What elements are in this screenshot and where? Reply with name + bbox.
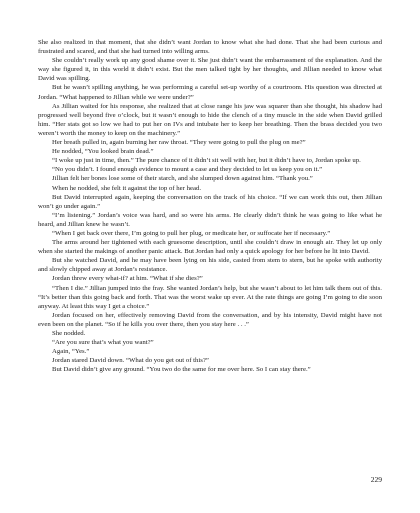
paragraph: Jordan threw every what-if? at him. “What if she dies?”	[52, 275, 203, 283]
paragraph: The arms around her tightened with each gruesome description, until she couldn’t draw in enough air. They let up only when she started the makings of another panic attack. But Jordan had only a quick apology for her before he lit into David.	[38, 239, 382, 256]
paragraph: She also realized in that moment, that she didn’t want Jordan to know what she had done. That she had been curious and frustrated and scared, and that she had turned into willing arms.	[38, 39, 382, 56]
paragraph: But he wasn’t spilling anything, he was performing a careful set-up worthy of a courtroom. His question was directed at Jordan. “What happened to Jillian while we were under?”	[38, 84, 382, 101]
paragraph: But she watched David, and he may have been lying on his side, casted from stem to stern, but he spoke with authority and slowly chipped away at Jordan’s resistance.	[38, 257, 382, 274]
paragraph: But David didn’t give any ground. “You two do the same for me over here. So I can stay there.”	[52, 366, 311, 374]
paragraph: Her breath pulled in, again burning her raw throat. “They were going to pull the plug on me?”	[52, 139, 306, 147]
paragraph: Jordan focused on her, effectively removing David from the conversation, and by his intensity, David might have not even been on the planet. “So if he kills you over there, then you stay here . . .”	[38, 311, 382, 328]
paragraph: He nodded, “You looked brain dead.”	[52, 148, 154, 156]
paragraph: As Jillian waited for his response, she realized that at close range his jaw was squarer than she thought, his shadow had progressed well beyond five o’clock, but it wasn’t enough to hide the clench of a tiny muscle in the side when David grilled him. “Her stats got so low we had to put her on IVs and intubate her to keep her breathing. Then the brass decided you two weren’t worth the money to keep on the machinery.”	[38, 102, 382, 137]
page-number: 229	[370, 475, 382, 484]
paragraph: “I’m listening.” Jordan’s voice was hard, and so were his arms. He clearly didn’t think he was going to like what he heard, and Jillian knew he wasn’t.	[38, 211, 382, 228]
paragraph: “Then I die.” Jillian jumped into the fray. She wanted Jordan’s help, but she wasn’t about to let him talk them out of this. “It’s better than this going back and forth. That was the worst wake up ever. At the rate things are going I’m going to die soon anyway. At least this way I get a choice.”	[38, 284, 382, 310]
paragraph: Again, “Yes.”	[52, 348, 90, 356]
paragraph: Jordan stared David down. “What do you get out of this?”	[52, 357, 209, 365]
paragraph: “I woke up just in time, then.” The pure chance of it didn’t sit well with her, but it didn’t have to, Jordan spoke up.	[52, 157, 361, 165]
paragraph: She nodded.	[52, 330, 86, 337]
paragraph: “Are you sure that’s what you want?”	[52, 339, 154, 347]
paragraph: “When I get back over there, I’m going to pull her plug, or medicate her, or suffocate her if necessary.”	[52, 229, 331, 237]
paragraph: When he nodded, she felt it against the top of her head.	[52, 184, 202, 192]
paragraph: “No you didn’t. I found enough evidence to mount a case and they decided to let us keep you on it.”	[52, 166, 323, 174]
paragraph: Jillian felt her bones lose some of their starch, and she slumped down against him. “Thank you.”	[52, 175, 313, 183]
paragraph: But David interrupted again, keeping the conversation on the track of his choice. “If we can work this out, then Jillian won’t go under again.”	[38, 193, 382, 210]
body-text	[38, 38, 382, 374]
paragraph: She couldn’t really work up any good shame over it. She just didn’t want the embarrassment of the explanation. And the way she figured it, in this world it didn’t exist. But the men talked tight by her thoughts, and Jillian needed to know what David was spilling.	[38, 57, 382, 83]
